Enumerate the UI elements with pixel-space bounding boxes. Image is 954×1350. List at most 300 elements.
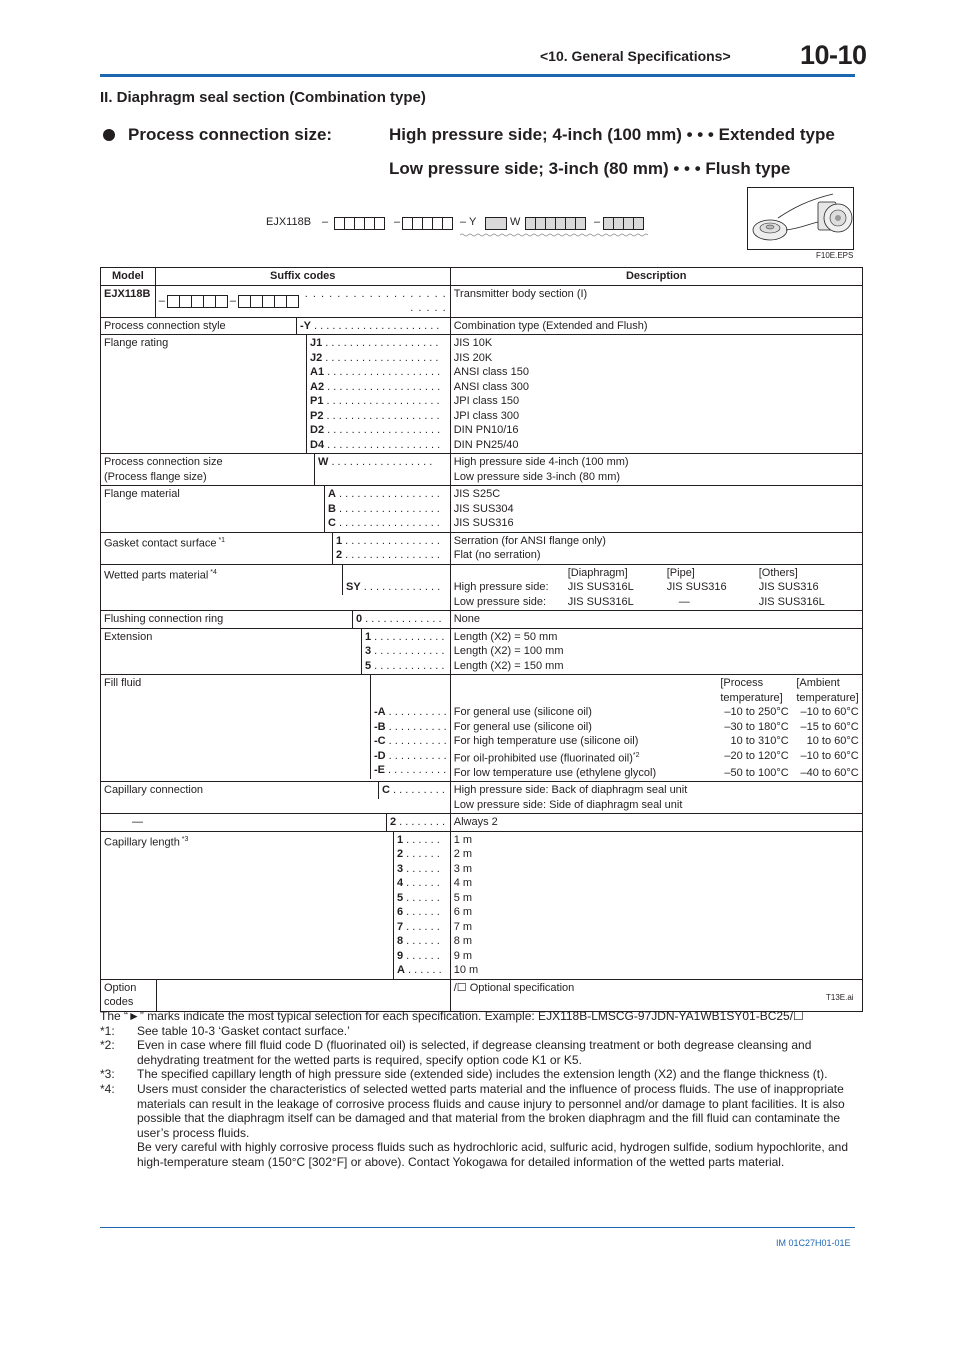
notes bbox=[100, 1009, 860, 1170]
suffix-code bbox=[310, 351, 447, 366]
suffix-code bbox=[328, 502, 447, 517]
row-label-cell bbox=[101, 628, 451, 675]
suffix-code-dots: . . . . . . . . . . . . . . . . . . . bbox=[324, 438, 441, 451]
model-boxes-2 bbox=[238, 295, 299, 308]
wetted-cell: Low pressure side: bbox=[453, 595, 547, 608]
product-figure bbox=[747, 187, 854, 250]
notes-list bbox=[100, 1024, 860, 1170]
fill-process-temp: –20 to 120°C bbox=[724, 749, 789, 762]
suffix-code-value: -A bbox=[374, 706, 386, 718]
suffix-code-value: 9 bbox=[397, 949, 404, 962]
model-dash: – bbox=[158, 294, 165, 307]
wetted-cell: — bbox=[678, 595, 690, 608]
note-key: *2: bbox=[100, 1038, 115, 1053]
fill-ambient-temp: –15 to 60°C bbox=[800, 720, 859, 733]
row-description bbox=[450, 782, 862, 814]
suffix-code-value: 2 bbox=[336, 549, 343, 561]
suffix-code-dots: . . . . . . . . . . . . . . . . . . . bbox=[322, 351, 439, 364]
suffix-code-dots: . . . . . . bbox=[403, 920, 440, 933]
suffix-code bbox=[397, 963, 447, 978]
code-boxes-2 bbox=[402, 217, 452, 230]
suffix-code-value: C bbox=[328, 517, 336, 529]
code-boxes-4 bbox=[603, 217, 643, 230]
description-line: 6 m bbox=[453, 906, 473, 919]
row-label-text: Gasket contact surface bbox=[104, 537, 217, 550]
row-label bbox=[101, 611, 352, 628]
suffix-code-dots: . . . . . . . . . . . . . . . . . . . bbox=[324, 366, 441, 378]
specification-table bbox=[100, 267, 863, 1012]
row-description bbox=[450, 454, 862, 486]
suffix-code-dots: . . . . . . bbox=[403, 833, 440, 846]
row-description bbox=[450, 814, 862, 832]
fill-row bbox=[454, 749, 859, 766]
suffix-code bbox=[374, 720, 447, 735]
suffix-code bbox=[397, 833, 447, 848]
description-line: JPI class 150 bbox=[453, 395, 520, 407]
model-suffix-cell bbox=[155, 285, 450, 317]
wavy-underline bbox=[460, 233, 650, 237]
suffix-code-value: D2 bbox=[310, 424, 325, 436]
note-item bbox=[100, 1082, 860, 1140]
row-description bbox=[450, 979, 862, 1011]
fill-row bbox=[454, 734, 859, 749]
fill-header-line: temperature] bbox=[720, 691, 783, 704]
suffix-code-dots: . . . . . . . . . . bbox=[385, 720, 447, 733]
suffix-code-value: -E bbox=[374, 764, 385, 776]
note-text: See table 10-3 ‘Gasket contact surface.’ bbox=[137, 1023, 350, 1038]
model-code-dash-2: – bbox=[394, 216, 401, 228]
table-row bbox=[101, 611, 863, 629]
section-title: II. Diaphragm seal section (Combination type) bbox=[100, 89, 426, 106]
suffix-code bbox=[374, 734, 447, 749]
fill-process-temp: –50 to 100°C bbox=[724, 766, 789, 779]
header-model: Model bbox=[101, 268, 156, 286]
wetted-cell: High pressure side: bbox=[453, 581, 549, 593]
document-id: IM 01C27H01-01E bbox=[776, 1238, 851, 1248]
description-line: Length (X2) = 150 mm bbox=[453, 659, 564, 672]
suffix-code-dots: . . . . . . . . . . . . . . . . . . . bbox=[324, 424, 441, 436]
fill-header-cell bbox=[796, 676, 858, 705]
table-header-row bbox=[101, 268, 863, 286]
description-line: 9 m bbox=[453, 949, 473, 962]
suffix-code bbox=[310, 380, 447, 395]
fill-use: For low temperature use (ethylene glycol) bbox=[453, 766, 657, 779]
suffix-code-value: 6 bbox=[397, 906, 404, 919]
description-line: 2 m bbox=[453, 848, 473, 861]
suffix-code bbox=[346, 580, 447, 595]
suffix-code bbox=[310, 423, 447, 438]
description-line: Combination type (Extended and Flush) bbox=[453, 319, 648, 332]
fill-header-line: [Process bbox=[720, 677, 764, 689]
suffix-code-value: A2 bbox=[310, 380, 325, 393]
suffix-code-value: 5 bbox=[365, 659, 372, 672]
suffix-code-value: -Y bbox=[300, 319, 311, 332]
suffix-code-value: -B bbox=[374, 720, 386, 733]
suffix-code-value: 1 bbox=[365, 630, 372, 643]
fill-row bbox=[454, 766, 859, 781]
table-row bbox=[101, 628, 863, 675]
suffix-code bbox=[328, 487, 447, 502]
row-label-text: Capillary length bbox=[104, 836, 180, 849]
model-code-y: – Y bbox=[460, 216, 477, 228]
suffix-code-dots: . . . . . . . . . . . . . . . . bbox=[342, 549, 440, 561]
suffix-code-dots: . . . . . . . . . . . . bbox=[371, 659, 445, 672]
description-line: 3 m bbox=[453, 862, 473, 875]
row-label-cell bbox=[101, 814, 451, 832]
fill-header bbox=[454, 676, 859, 705]
suffix-code bbox=[382, 783, 447, 798]
description-line: 8 m bbox=[453, 935, 473, 948]
suffix-code bbox=[336, 548, 447, 563]
description-line: ANSI class 300 bbox=[453, 380, 529, 393]
table-row bbox=[101, 486, 863, 533]
suffix-code-value: 1 bbox=[397, 833, 404, 846]
suffix-code-dots: . . . . . . . . . . bbox=[385, 764, 447, 776]
wetted-cell: [Others] bbox=[758, 566, 798, 579]
suffix-code bbox=[328, 516, 447, 531]
suffix-code-dots: . . . . . . . . . . . . bbox=[371, 630, 445, 643]
description-line: 10 m bbox=[453, 964, 479, 977]
wetted-cell bbox=[454, 566, 568, 581]
suffix-code-value: -D bbox=[374, 749, 386, 762]
description-line: Length (X2) = 100 mm bbox=[453, 645, 564, 657]
description-line: /☐ Optional specification bbox=[453, 981, 575, 994]
table-body bbox=[101, 317, 863, 1011]
wetted-cell: JIS SUS316 bbox=[666, 581, 727, 593]
description-line: 7 m bbox=[453, 920, 473, 933]
row-label bbox=[101, 454, 314, 485]
wetted-cell: [Pipe] bbox=[666, 566, 695, 579]
suffix-code-dots: . . . . . . . . . . . . . . . . . . . bbox=[323, 409, 440, 422]
row-label-text: Capillary connection bbox=[104, 784, 204, 797]
description-line: None bbox=[453, 613, 481, 625]
suffix-code-dots: . . . . . . . . . . . . . . . . . . . bbox=[323, 395, 440, 407]
table-row-model bbox=[101, 285, 863, 317]
description-line: JPI class 300 bbox=[453, 409, 520, 422]
row-label-cell bbox=[101, 335, 451, 454]
description-line: Low pressure side: Side of diaphragm seal unit bbox=[453, 798, 683, 811]
description-line: DIN PN10/16 bbox=[453, 424, 519, 436]
model-dash-2: – bbox=[229, 294, 236, 307]
row-label bbox=[101, 782, 378, 799]
table-row bbox=[101, 564, 863, 611]
suffix-code bbox=[365, 644, 447, 659]
row-label bbox=[101, 335, 306, 453]
suffix-code-value: A bbox=[397, 964, 405, 977]
suffix-code-value: 3 bbox=[365, 645, 372, 657]
model-desc: Transmitter body section (I) bbox=[450, 285, 862, 317]
row-codes bbox=[370, 675, 450, 779]
row-label bbox=[101, 486, 324, 532]
note-key bbox=[100, 1140, 137, 1169]
suffix-code-value: 2 bbox=[397, 848, 404, 861]
suffix-code-value: D4 bbox=[310, 438, 325, 451]
suffix-code-dots: . . . . . . . . . . . . . bbox=[362, 613, 442, 625]
description-line: 4 m bbox=[453, 877, 473, 890]
suffix-code bbox=[310, 409, 447, 424]
row-description bbox=[450, 532, 862, 564]
note-text: Be very careful with highly corrosive process fluids such as hydrochloric acid, sulfuric acid, hydrogen sulfide, sodium hypochlorite, and high-temperature steam (150°C [302°F] or above). Contact Yokogawa for detailed information of the wetted parts material. bbox=[137, 1140, 849, 1169]
row-description bbox=[450, 831, 862, 979]
suffix-code-dots: . . . . . . . . . . . . . . . . . bbox=[335, 502, 440, 515]
row-label-cell bbox=[101, 831, 451, 979]
suffix-code bbox=[310, 365, 447, 380]
model-code-dash: – bbox=[322, 216, 329, 228]
table-row bbox=[101, 782, 863, 814]
suffix-code-value: A1 bbox=[310, 366, 325, 378]
row-codes bbox=[156, 980, 450, 1011]
suffix-code bbox=[356, 612, 447, 627]
suffix-code-value: W bbox=[318, 456, 329, 468]
row-codes bbox=[306, 335, 450, 453]
wetted-cell: [Diaphragm] bbox=[567, 566, 628, 579]
suffix-code-dots: . . . . . . . . . . . . . . . . . . . bbox=[322, 337, 439, 349]
table-row bbox=[101, 335, 863, 454]
suffix-code-dots: . . . . . . bbox=[403, 906, 440, 919]
fill-ambient-temp: –10 to 60°C bbox=[800, 706, 859, 718]
description-line: JIS 20K bbox=[453, 351, 493, 364]
suffix-code bbox=[374, 705, 447, 720]
suffix-code-dots: . . . . . . bbox=[403, 935, 440, 948]
header-rule bbox=[100, 74, 855, 77]
row-description bbox=[450, 611, 862, 629]
suffix-code-dots: . . . . . . . . . . . . . . . . bbox=[342, 534, 440, 547]
suffix-code-dots: . . . . . . . . . . bbox=[385, 749, 447, 762]
row-description bbox=[450, 675, 862, 782]
note-item bbox=[100, 1067, 860, 1082]
bullet-icon bbox=[103, 129, 115, 141]
chapter-header: <10. General Specifications> bbox=[540, 48, 731, 64]
fill-process-temp: –10 to 250°C bbox=[724, 706, 789, 718]
suffix-code bbox=[310, 336, 447, 351]
fill-process-temp: 10 to 310°C bbox=[730, 735, 789, 747]
suffix-code bbox=[397, 934, 447, 949]
suffix-code-dots: . . . . . . . . . . bbox=[385, 735, 447, 747]
row-label-note: *1 bbox=[216, 536, 226, 544]
row-label-cell bbox=[101, 317, 451, 335]
row-label bbox=[101, 565, 342, 596]
row-label bbox=[101, 814, 386, 831]
row-codes bbox=[324, 486, 450, 532]
fill-use: For general use (silicone oil) bbox=[453, 706, 592, 718]
suffix-code-dots: . . . . . . . . . . . . . . . . . bbox=[335, 517, 440, 529]
suffix-code-value: SY bbox=[346, 580, 361, 593]
suffix-code-dots: . . . . . . bbox=[403, 949, 440, 962]
description-line: DIN PN25/40 bbox=[453, 438, 519, 451]
suffix-code bbox=[310, 394, 447, 409]
suffix-code-dots: . . . . . . bbox=[403, 862, 440, 875]
row-label bbox=[101, 675, 370, 779]
table-row bbox=[101, 979, 863, 1011]
suffix-code-dots: . . . . . . . . . bbox=[389, 784, 445, 797]
description-line: ANSI class 150 bbox=[453, 366, 529, 378]
description-line: JIS 10K bbox=[453, 337, 493, 349]
process-connection-low: Low pressure side; 3-inch (80 mm) • • • Flush type bbox=[389, 159, 791, 178]
fill-process-temp: –30 to 180°C bbox=[724, 720, 789, 733]
description-line: High pressure side: Back of diaphragm seal unit bbox=[453, 784, 688, 797]
suffix-code bbox=[300, 319, 447, 334]
row-label-cell bbox=[101, 454, 451, 486]
wetted-row bbox=[454, 580, 859, 595]
fill-row bbox=[454, 705, 859, 720]
row-description bbox=[450, 317, 862, 335]
table-row bbox=[101, 454, 863, 486]
row-label bbox=[101, 533, 332, 564]
model-code-w: W bbox=[510, 216, 521, 228]
row-label-cell bbox=[101, 782, 451, 814]
fill-header-cell bbox=[720, 676, 782, 705]
suffix-code bbox=[397, 876, 447, 891]
row-label-cell bbox=[101, 564, 451, 611]
description-line: Low pressure side 3-inch (80 mm) bbox=[453, 470, 621, 483]
header-description: Description bbox=[450, 268, 862, 286]
wetted-cell: JIS SUS316L bbox=[567, 581, 634, 593]
row-label-cell bbox=[101, 532, 451, 564]
fill-row bbox=[454, 720, 859, 735]
model-code-dash-3: – bbox=[594, 216, 601, 228]
description-line: 1 m bbox=[453, 833, 473, 846]
suffix-code-value: P2 bbox=[310, 409, 324, 422]
note-text: Even in case where fill fluid code D (fluorinated oil) is selected, if degrease cleansing treatment or both degrease cleansing and dehydrating treatment for the wetted parts is required, specify option code K1 or K5. bbox=[137, 1038, 812, 1067]
row-description bbox=[450, 564, 862, 611]
description-line: Always 2 bbox=[453, 816, 498, 829]
model-dots: . . . . . . . . . . . . . . . . . . . . . . . bbox=[304, 287, 447, 314]
suffix-code-dots: . . . . . . bbox=[403, 877, 440, 890]
suffix-code bbox=[397, 891, 447, 906]
notes-intro: The “►” marks indicate the most typical selection for each specification. Example: EJX118B-LMSCG-97JDN-YA1WB1SY01-BC25/☐ bbox=[100, 1009, 804, 1023]
row-label bbox=[101, 980, 156, 1011]
suffix-code-dots: . . . . . . . . . . . . bbox=[371, 645, 445, 657]
fill-use: For oil-prohibited use (fluorinated oil)$^{*2}$ bbox=[453, 751, 640, 765]
suffix-code bbox=[374, 749, 447, 764]
row-label-note: *3 bbox=[179, 835, 189, 843]
note-item bbox=[100, 1024, 860, 1039]
row-codes bbox=[361, 629, 450, 675]
table-row bbox=[101, 814, 863, 832]
description-line: Flat (no serration) bbox=[453, 549, 541, 561]
row-description bbox=[450, 628, 862, 675]
row-label-text: Fill fluid bbox=[104, 677, 142, 689]
row-codes bbox=[314, 454, 450, 485]
note-key: *4: bbox=[100, 1081, 115, 1096]
wetted-header bbox=[454, 566, 859, 581]
fill-header-line: temperature] bbox=[796, 691, 859, 704]
suffix-code bbox=[365, 659, 447, 674]
suffix-code-value: 2 bbox=[390, 816, 397, 829]
row-label-sub: (Process flange size) bbox=[104, 470, 207, 483]
wetted-cell: JIS SUS316 bbox=[758, 581, 819, 593]
note-item bbox=[100, 1038, 860, 1067]
wetted-cell: JIS SUS316L bbox=[758, 595, 825, 608]
description-line: Length (X2) = 50 mm bbox=[453, 630, 558, 643]
model-code-line bbox=[266, 216, 666, 234]
suffix-code-dots: . . . . . . bbox=[403, 848, 440, 861]
table-row bbox=[101, 532, 863, 564]
figure-caption: F10E.EPS bbox=[816, 251, 854, 260]
header-suffix: Suffix codes bbox=[155, 268, 450, 286]
suffix-code-value: J2 bbox=[310, 351, 323, 364]
table-row bbox=[101, 317, 863, 335]
suffix-code-value: 1 bbox=[336, 534, 343, 547]
suffix-code-value: 0 bbox=[356, 613, 363, 625]
code-boxes-1 bbox=[334, 217, 384, 230]
process-connection-high: High pressure side; 4-inch (100 mm) • • • Extended type bbox=[389, 125, 835, 144]
suffix-code-value: B bbox=[328, 502, 336, 515]
row-label-note: *4 bbox=[208, 568, 217, 576]
suffix-code-dots: . . . . . . bbox=[403, 891, 440, 904]
row-label bbox=[101, 318, 296, 335]
suffix-code-dots: . . . . . . . . bbox=[396, 816, 446, 829]
suffix-code bbox=[374, 763, 447, 778]
note-text: Users must consider the characteristics of selected wetted parts material and the influence of process fluids. The use of inappropriate materials can result in the leakage of corrosive process fluids and cause injury to personnel and/or damage to plant facilities. It is also possible that the diaphragm itself can be damaged and that material from the broken diaphragm and the fill fluid can contaminate the user’s process fluids. bbox=[137, 1081, 845, 1140]
table-caption: T13E.ai bbox=[826, 993, 854, 1002]
footer-rule bbox=[100, 1227, 855, 1228]
model-boxes-1 bbox=[167, 295, 228, 308]
fill-header-line: [Ambient bbox=[796, 677, 840, 689]
row-codes bbox=[393, 832, 450, 979]
row-codes bbox=[332, 533, 450, 564]
suffix-code-dots: . . . . . . . . . . . . . . . . . . . . . bbox=[311, 319, 440, 332]
row-label-text: Extension bbox=[104, 630, 153, 643]
suffix-code-value: C bbox=[382, 784, 390, 797]
row-label-text: Process connection style bbox=[104, 319, 226, 332]
suffix-code-value: A bbox=[328, 488, 336, 500]
suffix-code-dots: . . . . . . . . . . . . . . . . . . . bbox=[324, 380, 441, 393]
row-label-text: Wetted parts material bbox=[104, 569, 209, 582]
suffix-code-value: 5 bbox=[397, 891, 404, 904]
row-label-text: Process connection size bbox=[104, 456, 223, 468]
table-row bbox=[101, 675, 863, 782]
row-label-text: Flange material bbox=[104, 488, 180, 500]
code-boxes-3 bbox=[525, 217, 585, 230]
suffix-code bbox=[160, 981, 447, 996]
fill-ambient-temp: –40 to 60°C bbox=[800, 766, 859, 779]
fill-ambient-temp: –10 to 60°C bbox=[800, 749, 859, 762]
row-label-cell bbox=[101, 611, 451, 629]
suffix-code-dots: . . . . . . bbox=[404, 964, 442, 977]
diaphragm-seal-illustration bbox=[748, 188, 853, 249]
row-codes bbox=[296, 318, 450, 335]
note-key: *1: bbox=[100, 1023, 115, 1038]
suffix-code-dots: . . . . . . . . . . bbox=[385, 706, 447, 718]
fill-use: For high temperature use (silicone oil) bbox=[453, 735, 639, 747]
row-label bbox=[101, 832, 393, 979]
note-item bbox=[100, 1140, 860, 1169]
page-number: 10-10 bbox=[800, 40, 867, 70]
suffix-code-value: 8 bbox=[397, 935, 404, 948]
table-row bbox=[101, 831, 863, 979]
suffix-code-value: P1 bbox=[310, 395, 324, 407]
row-label-cell bbox=[101, 979, 451, 1011]
suffix-code bbox=[397, 862, 447, 877]
row-label-text: — bbox=[132, 816, 143, 829]
suffix-code-value: J1 bbox=[310, 337, 323, 349]
row-label-text: Option codes bbox=[104, 981, 137, 1009]
fill-ambient-temp: 10 to 60°C bbox=[806, 735, 859, 747]
suffix-code-value: -C bbox=[374, 735, 386, 747]
wetted-row bbox=[454, 595, 859, 610]
suffix-code bbox=[397, 920, 447, 935]
description-line: JIS SUS304 bbox=[453, 502, 514, 515]
code-box-y bbox=[485, 217, 506, 230]
description-line: 5 m bbox=[453, 891, 473, 904]
suffix-code-dots: . . . . . . . . . . . . . . . . . bbox=[328, 456, 433, 468]
row-label-text: Flange rating bbox=[104, 337, 169, 349]
description-line: Serration (for ANSI flange only) bbox=[453, 534, 606, 547]
suffix-code-dots: . . . . . . . . . . . . . . . . . bbox=[335, 488, 440, 500]
suffix-code bbox=[310, 438, 447, 453]
row-codes bbox=[342, 565, 450, 596]
